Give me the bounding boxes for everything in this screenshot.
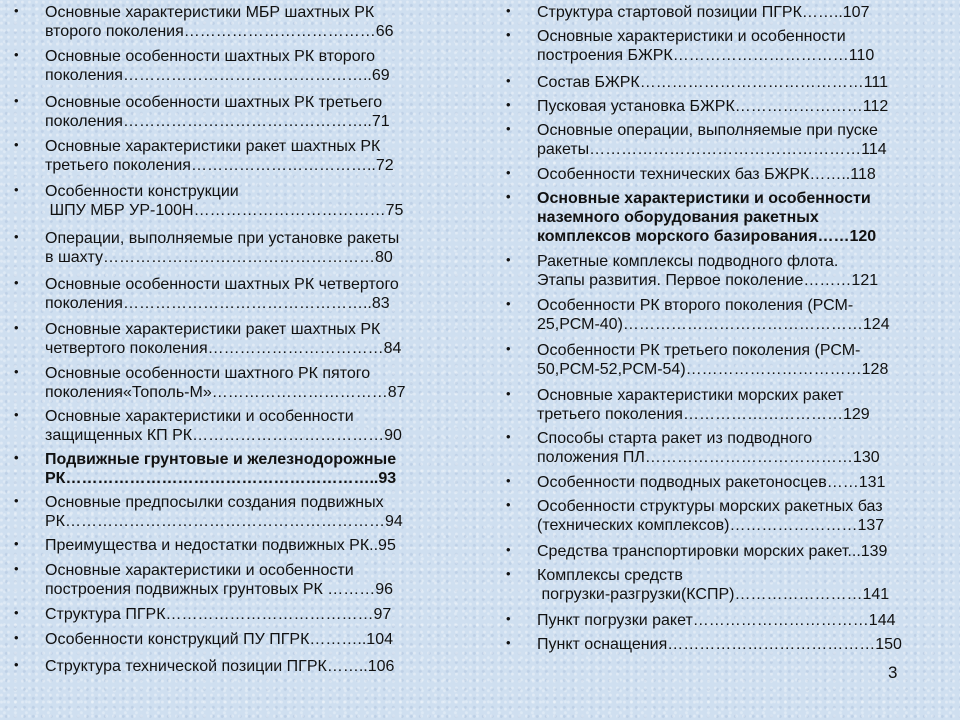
- toc-entry: • Преимущества и недостатки подвижных РК..95: [14, 536, 396, 555]
- toc-entry: • Основные характеристики ракет шахтных РК третьего поколения……………………………..72: [14, 137, 394, 175]
- toc-entry: • Пусковая установка БЖРК……………………112: [506, 97, 888, 116]
- toc-entry: • Особенности подводных ракетоносцев……131: [506, 473, 885, 492]
- toc-entry: • Структура стартовой позиции ПГРК……..107: [506, 3, 869, 22]
- toc-entry: • Основные характеристики МБР шахтных РК второго поколения………………………………66: [14, 3, 394, 41]
- toc-entry: • Ракетные комплексы подводного флота. Этапы развития. Первое поколение………121: [506, 252, 878, 290]
- toc-entry: • Основные характеристики и особенности наземного оборудования ракетных комплексов морского базирования……120: [506, 189, 876, 246]
- toc-entry: • Особенности РК второго поколения (РСМ- 25,РСМ-40)………………………………………124: [506, 296, 890, 334]
- toc-entry: • Основные характеристики ракет шахтных РК четвертого поколения……………………………84: [14, 320, 401, 358]
- toc-entry: • Основные характеристики и особенности защищенных КП РК………………………………90: [14, 407, 402, 445]
- toc-entry: • Пункт оснащения…………………………………150: [506, 635, 902, 654]
- toc-entry: • Основные операции, выполняемые при пуске ракеты……………………………………………114: [506, 121, 887, 159]
- toc-entry: • Пункт погрузки ракет……………………………144: [506, 611, 896, 630]
- page-number: 3: [888, 663, 898, 682]
- toc-entry: • Состав БЖРК……………………………………111: [506, 73, 888, 92]
- toc-entry: • Основные особенности шахтного РК пятого поколения«Тополь-М»……………………………87: [14, 364, 406, 402]
- toc-entry: • Средства транспортировки морских ракет...139: [506, 542, 887, 561]
- toc-entry: • Основные характеристики и особенности построения подвижных грунтовых РК ………96: [14, 561, 393, 599]
- toc-entry: • Основные особенности шахтных РК четвертого поколения………………………………………..83: [14, 275, 399, 313]
- toc-entry: • Основные особенности шахтных РК третьего поколения………………………………………..71: [14, 93, 390, 131]
- toc-entry: • Основные характеристики и особенности построения БЖРК……………………………110: [506, 27, 874, 65]
- toc-entry: • Основные особенности шахтных РК второго поколения………………………………………..69: [14, 47, 390, 85]
- toc-entry: • Структура технической позиции ПГРК……..106: [14, 657, 394, 676]
- toc-entry: • Особенности РК третьего поколения (РСМ- 50,РСМ-52,РСМ-54)……………………………128: [506, 341, 888, 379]
- toc-entry: • Особенности конструкции ШПУ МБР УР-100Н………………………………75: [14, 182, 403, 220]
- toc-entry: • Операции, выполняемые при установке ракеты в шахту……………………………………………80: [14, 229, 399, 267]
- toc-entry: • Особенности технических баз БЖРК……..118: [506, 165, 876, 184]
- toc-entry: • Способы старта ракет из подводного положения ПЛ…………………………………130: [506, 429, 880, 467]
- toc-entry: • Основные характеристики морских ракет третьего поколения…………………………129: [506, 386, 870, 424]
- toc-entry: • Структура ПГРК…………………………………97: [14, 605, 391, 624]
- toc-entry: • Подвижные грунтовые и железнодорожные РК…………………………………………………..93: [14, 450, 396, 488]
- toc-entry: • Особенности структуры морских ракетных баз (технических комплексов)……………………137: [506, 497, 884, 535]
- toc-entry: • Основные предпосылки создания подвижных РК……………………………………………………94: [14, 493, 403, 531]
- toc-entry: • Комплексы средств погрузки-разгрузки(КСПР)……………………141: [506, 566, 889, 604]
- toc-entry: • Особенности конструкций ПУ ПГРК………..104: [14, 630, 393, 649]
